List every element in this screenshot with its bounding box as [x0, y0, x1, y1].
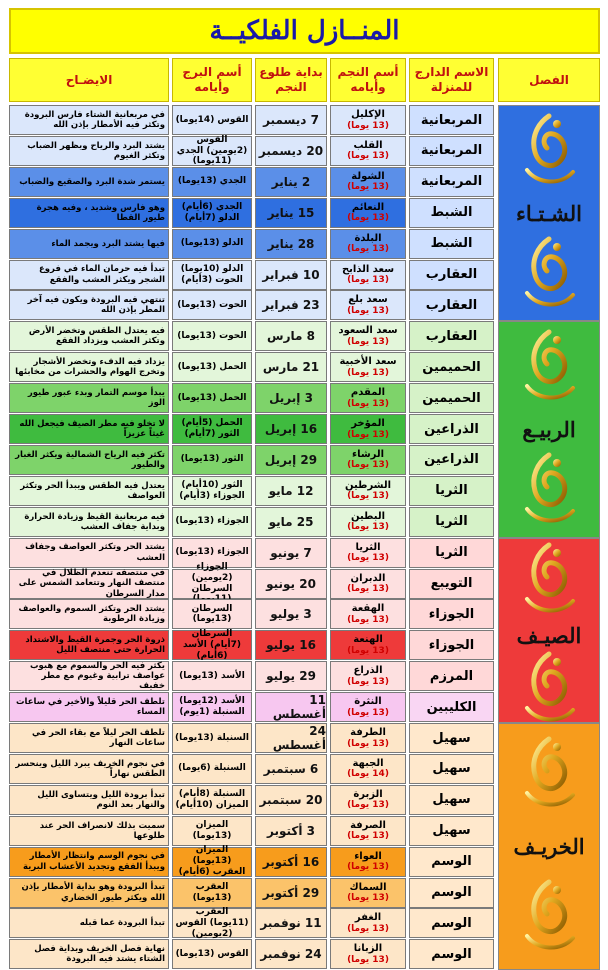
name-cell: الحميمين — [409, 352, 494, 382]
date-cell: 3 يوليو — [255, 599, 327, 629]
star-cell — [330, 167, 406, 197]
star-cell — [330, 661, 406, 691]
calligraphy-emblem-icon — [517, 449, 581, 533]
star-name: السماك — [349, 881, 387, 893]
table-row — [9, 754, 494, 784]
date-cell: 7 ديسمبر — [255, 105, 327, 135]
date-cell: 20 ديسمبر — [255, 136, 327, 166]
header-mansion: الاسم الدارج للمنزلة — [409, 58, 494, 102]
star-days: (13 يوما) — [347, 893, 389, 904]
sign-cell: العقرب (11يوما) القوس (2يومين) — [172, 908, 252, 938]
star-days: (13 يوما) — [347, 120, 389, 131]
calligraphy-emblem-icon — [517, 110, 581, 194]
sign-cell: الجدي (13يوما) — [172, 167, 252, 197]
star-name: النثرة — [354, 696, 382, 708]
name-cell: الشبط — [409, 229, 494, 259]
star-name: الشولة — [351, 170, 385, 182]
note-cell: يشتد الحر وتكثر العواصف وجفاف العشب — [9, 538, 169, 568]
star-days: (13 يوما) — [347, 460, 389, 471]
note-cell: يشتد الحر وتكثر السموم والعواصف وزيادة الرطوبة — [9, 599, 169, 629]
star-days: (13 يوما) — [347, 584, 389, 595]
star-name: سعد الذابح — [341, 263, 395, 275]
note-cell: يبدأ موسم التمار وبدء عبور طيور الوز — [9, 383, 169, 413]
note-cell: يزداد فيه الدفء وتخضر الأشجار وتخرج الهوام والحشرات من مخابئها — [9, 352, 169, 382]
calligraphy-emblem-icon — [517, 233, 581, 317]
sign-cell: الجدي (6أيام) الدلو (7أيام) — [172, 198, 252, 228]
table-row — [9, 939, 494, 969]
sign-cell: القوس (2يومين) الجدي (11يوما) — [172, 136, 252, 166]
sign-cell: الميزان (13يوما) العقرب (6أيام) — [172, 847, 252, 877]
date-cell: 29 يوليو — [255, 661, 327, 691]
star-cell — [330, 136, 406, 166]
season-label: الربيـع — [522, 416, 576, 442]
date-cell: 16 إبريل — [255, 414, 327, 444]
table-row — [9, 260, 494, 290]
table-row — [9, 816, 494, 846]
star-days: (13 يوما) — [347, 553, 389, 564]
table-row — [9, 383, 494, 413]
note-cell: في نجوم الوسم وانتظار الأمطار ويبدأ الفقع وتجديد الأعشاب البرية — [9, 847, 169, 877]
star-cell — [330, 692, 406, 722]
table-row — [9, 321, 494, 351]
star-days: (13 يوما) — [347, 275, 389, 286]
season-label: الشـتـاء — [516, 200, 582, 226]
sign-cell: الحمل (5أيام) الثور (7أيام) — [172, 414, 252, 444]
name-cell: الثريا — [409, 538, 494, 568]
name-cell: سهيل — [409, 816, 494, 846]
star-name: العواء — [354, 850, 382, 862]
star-name: المؤخر — [351, 418, 385, 430]
note-cell: تنتهي فيه البرودة ويكون فيه آخر المطر بإذن الله — [9, 290, 169, 320]
star-cell — [330, 476, 406, 506]
table-header — [9, 58, 600, 102]
sign-cell: الحمل (13يوما) — [172, 352, 252, 382]
star-cell — [330, 229, 406, 259]
name-cell: الوسم — [409, 878, 494, 908]
sign-cell: القوس (13يوما) — [172, 939, 252, 969]
table-row — [9, 538, 494, 568]
star-cell — [330, 878, 406, 908]
star-cell — [330, 198, 406, 228]
sign-cell: الأسد (12يوما) السنبلة (1يوم) — [172, 692, 252, 722]
page-title: المنــازل الفلكيــة — [209, 16, 400, 46]
calligraphy-emblem-icon — [517, 326, 581, 410]
sign-cell: السنبلة (6يوما) — [172, 754, 252, 784]
star-cell — [330, 290, 406, 320]
star-name: المقدم — [350, 387, 386, 399]
star-cell — [330, 599, 406, 629]
calligraphy-emblem-icon — [517, 733, 581, 817]
season-block-autumn — [498, 723, 600, 970]
header-rise-date: بداية طلوع النجم — [255, 58, 327, 102]
name-cell: سهيل — [409, 754, 494, 784]
date-cell: 11 نوفمبر — [255, 908, 327, 938]
note-cell: يستمر شدة البرد والصقيع والضباب — [9, 167, 169, 197]
date-cell: 20 سبتمبر — [255, 785, 327, 815]
season-block-summer — [498, 538, 600, 723]
name-cell: الثريا — [409, 476, 494, 506]
star-days: (13 يوما) — [347, 676, 389, 687]
star-name: النعائم — [351, 201, 385, 213]
star-days: (13 يوما) — [347, 522, 389, 533]
note-cell: تبدأ فيه حرمان الماء في فروع الشجر ويكثر العشب والفقع — [9, 260, 169, 290]
table-row — [9, 507, 494, 537]
note-cell: وهو فارس وشديد ، وفيه هجرة طيور القطا — [9, 198, 169, 228]
note-cell: يعتدل فيه الطقس ويبدأ الحر وتكثر العواصف — [9, 476, 169, 506]
star-cell — [330, 630, 406, 660]
note-cell: نهاية فصل الخريف وبداية فصل الشتاء يشتد فيه البرودة — [9, 939, 169, 969]
name-cell: المربعانية — [409, 167, 494, 197]
star-days: (13 يوما) — [347, 800, 389, 811]
star-days: (13 يوما) — [347, 244, 389, 255]
date-cell: 25 مايو — [255, 507, 327, 537]
star-days: (13 يوما) — [347, 614, 389, 625]
table-row — [9, 414, 494, 444]
season-block-spring — [498, 321, 600, 537]
note-cell: تبدأ البرودة عما قبله — [9, 908, 169, 938]
name-cell: التويبع — [409, 569, 494, 599]
note-cell: تكثر فيه الرياح الشمالية ويكثر الغبار والطيور — [9, 445, 169, 475]
calligraphy-emblem-icon — [517, 539, 581, 623]
name-cell: الحميمين — [409, 383, 494, 413]
star-days: (13 يوما) — [347, 645, 389, 656]
star-days: (13 يوما) — [347, 182, 389, 193]
table-row — [9, 785, 494, 815]
season-label: الصيـف — [516, 622, 582, 648]
table-row — [9, 878, 494, 908]
star-name: الزبانا — [353, 943, 383, 955]
note-cell: تبدأ برودة الليل ويتساوى الليل والنهار بعد النوم — [9, 785, 169, 815]
star-cell — [330, 908, 406, 938]
sign-cell: القوس (14يوما) — [172, 105, 252, 135]
name-cell: الوسم — [409, 847, 494, 877]
star-days: (13 يوما) — [347, 367, 389, 378]
star-name: الصرفة — [350, 819, 386, 831]
note-cell: سميت بذلك لانصراف الحر عند طلوعها — [9, 816, 169, 846]
header-season: الفصل — [498, 58, 600, 102]
sign-cell: الميزان (13يوما) — [172, 816, 252, 846]
table-row — [9, 105, 494, 135]
star-name: سعد السعود — [338, 325, 398, 337]
star-days: (13 يوما) — [347, 151, 389, 162]
star-cell — [330, 321, 406, 351]
star-name: الدبران — [350, 572, 386, 584]
star-name: البلدة — [354, 232, 382, 244]
sign-cell: الثور (10أيام) الجوزاء (3أيام) — [172, 476, 252, 506]
date-cell: 8 مارس — [255, 321, 327, 351]
name-cell: العقارب — [409, 290, 494, 320]
star-days: (13 يوما) — [347, 213, 389, 224]
star-cell — [330, 723, 406, 753]
note-cell: فيه مربعانية القيظ وزيادة الحرارة وبداية جفاف العشب — [9, 507, 169, 537]
table-row — [9, 661, 494, 691]
name-cell: العقارب — [409, 321, 494, 351]
title-bar — [9, 8, 600, 54]
calligraphy-emblem-icon — [517, 648, 581, 732]
note-cell: فيها يشتد البرد ويجمد الماء — [9, 229, 169, 259]
date-cell: 2 يناير — [255, 167, 327, 197]
table-row — [9, 908, 494, 938]
name-cell: سهيل — [409, 785, 494, 815]
table-row — [9, 445, 494, 475]
star-cell — [330, 105, 406, 135]
star-cell — [330, 939, 406, 969]
sign-cell: السرطان (7أيام) الأسد (6أيام) — [172, 630, 252, 660]
star-days: (13 يوما) — [347, 429, 389, 440]
date-cell: 21 مارس — [255, 352, 327, 382]
star-cell — [330, 507, 406, 537]
note-cell: فيه يعتدل الطقس وتخضر الأرض وتكثر العشب ويزداد الفقع — [9, 321, 169, 351]
name-cell: الذراعين — [409, 445, 494, 475]
header-star: أسم النجم وأيامه — [330, 58, 406, 102]
date-cell: 24 أغسطس — [255, 723, 327, 753]
table-row — [9, 599, 494, 629]
date-cell: 24 نوفمبر — [255, 939, 327, 969]
star-name: الذراع — [353, 665, 383, 677]
star-cell — [330, 383, 406, 413]
sign-cell: الأسد (13يوما) — [172, 661, 252, 691]
star-days: (13 يوما) — [347, 336, 389, 347]
star-days: (13 يوما) — [347, 862, 389, 873]
star-days: (13 يوما) — [347, 738, 389, 749]
star-name: سعد الأخبية — [339, 356, 397, 368]
name-cell: المربعانية — [409, 105, 494, 135]
star-name: القلب — [353, 139, 383, 151]
note-cell: في نجوم الخريف يبرد الليل وينحسر الطقس نهاراً — [9, 754, 169, 784]
table-row — [9, 136, 494, 166]
star-name: الرشاء — [351, 448, 385, 460]
star-days: (14 يوما) — [347, 769, 389, 780]
sign-cell: السنبلة (8أيام) الميزان (10أيام) — [172, 785, 252, 815]
date-cell: 28 يناير — [255, 229, 327, 259]
star-days: (13 يوما) — [347, 831, 389, 842]
table-row — [9, 847, 494, 877]
season-label: الخريـف — [513, 834, 585, 860]
star-cell — [330, 569, 406, 599]
note-cell: لا تخلو فيه مطر الصيف فيجعل الله غيثاً عزيزاً — [9, 414, 169, 444]
table-row — [9, 723, 494, 753]
date-cell: 16 يوليو — [255, 630, 327, 660]
sign-cell: الحمل (13يوما) — [172, 383, 252, 413]
sign-cell: الحوت (13يوما) — [172, 321, 252, 351]
date-cell: 3 إبريل — [255, 383, 327, 413]
note-cell: تبدأ البرودة وهو بداية الأمطار بإذن الله ويكثر طيور الخضاري — [9, 878, 169, 908]
sign-cell: العقرب (13يوما) — [172, 878, 252, 908]
note-cell: في مربعانية الشتاء فارس البرودة وتكثر فيه الأمطار بإذن الله — [9, 105, 169, 135]
star-cell — [330, 414, 406, 444]
star-cell — [330, 785, 406, 815]
star-days: (13 يوما) — [347, 305, 389, 316]
calligraphy-emblem-icon — [517, 876, 581, 960]
date-cell: 29 أكتوبر — [255, 878, 327, 908]
star-name: الهقعة — [351, 603, 385, 615]
name-cell: الوسم — [409, 908, 494, 938]
header-sign: أسم البرج وأيامه — [172, 58, 252, 102]
date-cell: 10 فبراير — [255, 260, 327, 290]
table-row — [9, 229, 494, 259]
star-cell — [330, 538, 406, 568]
season-block-winter — [498, 105, 600, 321]
date-cell: 12 مايو — [255, 476, 327, 506]
date-cell: 23 فبراير — [255, 290, 327, 320]
date-cell: 6 سبتمبر — [255, 754, 327, 784]
table-row — [9, 692, 494, 722]
star-days: (13 يوما) — [347, 923, 389, 934]
note-cell: يكثر فيه الحر والسموم مع هبوب عواصف ترابية وغيوم مع مطر خفيف — [9, 661, 169, 691]
date-cell: 11 أغسطس — [255, 692, 327, 722]
date-cell: 29 إبريل — [255, 445, 327, 475]
star-days: (13 يوما) — [347, 398, 389, 409]
name-cell: العقارب — [409, 260, 494, 290]
star-name: سعد بلع — [348, 294, 388, 306]
date-cell: 15 يناير — [255, 198, 327, 228]
sign-cell: الدلو (13يوما) — [172, 229, 252, 259]
star-name: الهنعة — [353, 634, 383, 646]
star-name: الإكليل — [351, 109, 385, 121]
table-row — [9, 476, 494, 506]
star-days: (13 يوما) — [347, 707, 389, 718]
note-cell: تلطف الحر ليلاً مع بقاء الحر في ساعات النهار — [9, 723, 169, 753]
star-cell — [330, 445, 406, 475]
note-cell: تلطف الحر قليلاً والأخير في ساعات المساء — [9, 692, 169, 722]
sign-cell: الجوزاء (13يوما) — [172, 507, 252, 537]
table-row — [9, 290, 494, 320]
sign-cell: الجوزاء (13يوما) — [172, 538, 252, 568]
name-cell: الكليبين — [409, 692, 494, 722]
star-name: الجبهة — [352, 757, 384, 769]
star-cell — [330, 847, 406, 877]
header-notes: الايضـاح — [9, 58, 169, 102]
sign-cell: الثور (13يوما) — [172, 445, 252, 475]
name-cell: المربعانية — [409, 136, 494, 166]
sign-cell: (2يومين) السرطان — [172, 569, 252, 599]
table-row — [9, 167, 494, 197]
note-cell: في منتصفه تنعدم الظلال في منتصف النهار وتتعامد الشمس على مدار السرطان — [9, 569, 169, 599]
date-cell: 16 أكتوبر — [255, 847, 327, 877]
star-cell — [330, 260, 406, 290]
table-row — [9, 630, 494, 660]
name-cell: الجوزاء — [409, 599, 494, 629]
star-days: (13 يوما) — [347, 491, 389, 502]
star-days: (13 يوما) — [347, 954, 389, 965]
name-cell: الثريا — [409, 507, 494, 537]
sign-cell: السنبلة (13يوما) — [172, 723, 252, 753]
star-name: البطين — [350, 510, 386, 522]
star-name: الغفر — [354, 912, 382, 924]
date-cell: 7 يونيو — [255, 538, 327, 568]
star-cell — [330, 352, 406, 382]
sign-cell: الدلو (10يوما) الحوت (3أيام) — [172, 260, 252, 290]
table-row — [9, 198, 494, 228]
star-cell — [330, 754, 406, 784]
name-cell: الوسم — [409, 939, 494, 969]
name-cell: سهيل — [409, 723, 494, 753]
table-row — [9, 569, 494, 599]
name-cell: الذراعين — [409, 414, 494, 444]
star-name: الزبرة — [353, 788, 383, 800]
star-name: الشرطين — [344, 479, 392, 491]
sign-cell: السرطان (13يوما) — [172, 599, 252, 629]
name-cell: المرزم — [409, 661, 494, 691]
note-cell: ذروة الحر وجمرة القيظ والاشتداد الحرارة حتى منتصف الليل — [9, 630, 169, 660]
star-mansions-sheet — [9, 8, 600, 965]
name-cell: الجوزاء — [409, 630, 494, 660]
date-cell: 20 يونيو — [255, 569, 327, 599]
star-cell — [330, 816, 406, 846]
note-cell: يشتد البرد والرياح ويظهر الضباب وتكثر الغيوم — [9, 136, 169, 166]
table-row — [9, 352, 494, 382]
date-cell: 3 أكتوبر — [255, 816, 327, 846]
star-name: الطرفة — [350, 727, 386, 739]
sign-cell: الحوت (13يوما) — [172, 290, 252, 320]
star-name: الثريا — [355, 541, 381, 553]
name-cell: الشبط — [409, 198, 494, 228]
